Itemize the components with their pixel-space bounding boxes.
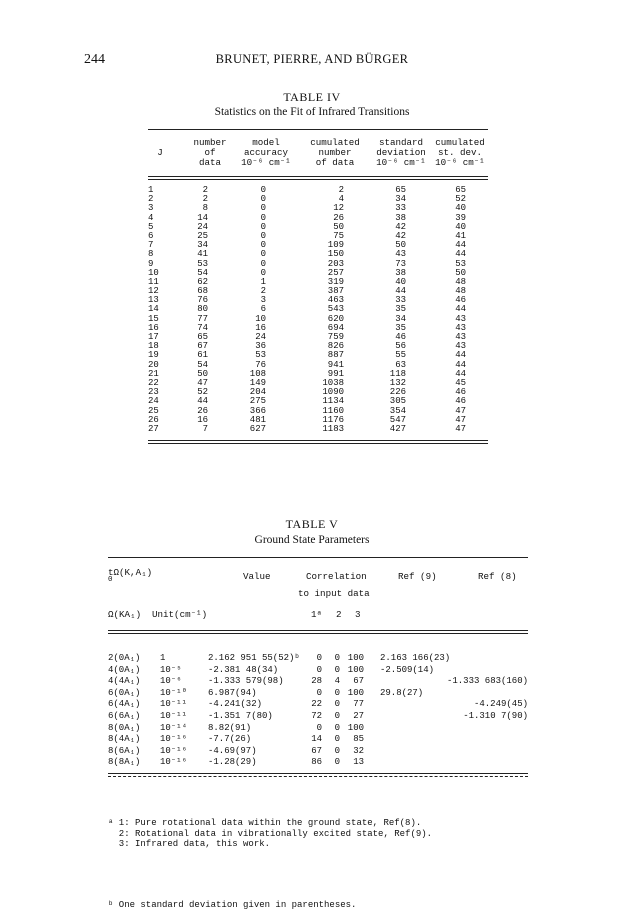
table4-cell: 8 <box>202 203 208 214</box>
table4-header-rule <box>148 176 488 177</box>
table5-cell-unit: 10⁻¹⁰ <box>160 687 188 698</box>
table4-cell: 48 <box>455 286 466 297</box>
table4-cell: 543 <box>327 304 344 315</box>
table4-cell: 1160 <box>322 405 344 416</box>
table4-header-rule-2 <box>148 179 488 180</box>
table4-cell: 10 <box>148 267 159 278</box>
table4-cell: 65 <box>455 185 466 195</box>
table4-cell: 1183 <box>322 423 344 434</box>
table5-cell-c3: 32 <box>353 745 364 756</box>
table5-row <box>108 676 528 688</box>
table5-cell-c3: 100 <box>347 722 364 733</box>
table4-bottom-rule <box>148 440 488 441</box>
table4-cell: 34 <box>197 240 208 251</box>
table5-header-rule-2 <box>108 633 528 634</box>
table5-body <box>108 653 528 769</box>
table4-cell: 26 <box>197 405 208 416</box>
table4-cell: 65 <box>395 185 406 195</box>
table5-footnote-a: ᵃ 1: Pure rotational data within the ground state, Ref(8). 2: Rotational data in vibrationally excited state, Ref(9). 3: Infrared data, this work. <box>108 818 433 849</box>
table4-cell: 63 <box>395 359 406 370</box>
table5-cell-param: 6(6A₁) <box>108 710 141 721</box>
table4-cell: 3 <box>260 295 266 306</box>
table5-row <box>108 711 528 723</box>
table4-cell: 620 <box>327 313 344 324</box>
table5-cell-c2: 0 <box>334 722 340 733</box>
table5-corr-col-1: 1ᵃ <box>311 609 323 620</box>
table4-cell: 44 <box>455 304 466 315</box>
table5-cell-ref8: -1.310 7(90) <box>463 710 528 721</box>
table4-cell: 18 <box>148 341 159 352</box>
table5-col-ref8: Ref (8) <box>478 571 517 582</box>
table5-footnotes <box>108 797 432 921</box>
table5-cell-c3: 67 <box>353 676 364 687</box>
table4-cell: 694 <box>327 322 344 333</box>
table4-header-cumulated: cumulated number of data <box>310 137 360 168</box>
running-head: BRUNET, PIERRE, AND BÜRGER <box>215 52 409 66</box>
table4-cell: 61 <box>197 350 208 361</box>
table5-col-value: Value <box>243 571 271 582</box>
table5-cell-value: -7.7(26) <box>208 734 252 745</box>
table4-cell: 42 <box>395 230 406 241</box>
table4-cell: 10 <box>255 313 266 324</box>
table5-cell-c1: 22 <box>311 699 322 710</box>
table4-cell: 0 <box>260 230 266 241</box>
table4-cell: 35 <box>395 322 406 333</box>
table4-cell: 44 <box>455 359 466 370</box>
table4-row <box>148 195 488 204</box>
table4-cell: 73 <box>395 258 406 269</box>
table4-cell: 33 <box>395 295 406 306</box>
table4-cell: 75 <box>333 230 344 241</box>
table4-cell: 24 <box>148 396 159 407</box>
table5-header-rule <box>108 630 528 631</box>
table4-cell: 65 <box>197 332 208 342</box>
table4-cell: 22 <box>148 377 159 388</box>
table5-cell-unit: 10⁻¹¹ <box>160 710 188 721</box>
table5-col-correlation: Correlation <box>306 571 367 582</box>
table5-caption: Ground State Parameters <box>254 534 370 546</box>
table5-corr-col-2: 2 <box>336 609 342 620</box>
table4-cell: 1176 <box>322 414 344 425</box>
table5-cell-param: 8(4A₁) <box>108 734 141 745</box>
table4-cell: 991 <box>327 368 344 379</box>
table5-col-param: Ω(KA₁) <box>108 609 142 620</box>
table4-header-number: number of data <box>193 137 227 168</box>
table5-cell-ref8: -4.249(45) <box>473 699 528 710</box>
table5-cell-c1: 0 <box>316 664 322 675</box>
table4-cell: 0 <box>260 212 266 223</box>
table4-cell: 26 <box>148 414 159 425</box>
table4-cell: 55 <box>395 350 406 361</box>
table5-cell-unit: 10⁻¹⁶ <box>160 745 188 756</box>
table5-cell-c1: 67 <box>311 745 322 756</box>
table5-cell-c3: 100 <box>347 664 364 675</box>
table4-cell: 16 <box>148 322 159 333</box>
table5-cell-c2: 0 <box>334 664 340 675</box>
table4-cell: 24 <box>255 332 266 342</box>
table5-cell-value: 6.987(94) <box>208 687 257 698</box>
table4-cell: 19 <box>148 350 159 361</box>
table5-label: TABLE V <box>285 517 339 531</box>
table5-cell-c1: 0 <box>316 722 322 733</box>
table5-row <box>108 653 528 665</box>
table5-col-correlation-sub: to input data <box>298 588 370 599</box>
table4-cell: 16 <box>197 414 208 425</box>
table4-cell: 759 <box>327 332 344 342</box>
table4-cell: 305 <box>389 396 406 407</box>
table4-label: TABLE IV <box>283 90 341 104</box>
table4-cell: 14 <box>148 304 159 315</box>
table5-cell-unit: 10⁻⁶ <box>160 676 182 687</box>
table4-cell: 5 <box>148 221 154 232</box>
table4-cell: 50 <box>395 240 406 251</box>
table4-cell: 0 <box>260 185 266 195</box>
table4-cell: 39 <box>455 212 466 223</box>
table4-cell: 6 <box>148 230 154 241</box>
table5-cell-ref9: 2.163 166(23) <box>380 653 451 663</box>
table4-cell: 43 <box>455 322 466 333</box>
table4-cell: 53 <box>255 350 266 361</box>
table5-cell-c3: 100 <box>347 687 364 698</box>
table4-cell: 23 <box>148 387 159 398</box>
table4-cell: 52 <box>197 387 208 398</box>
table4-cell: 48 <box>455 276 466 287</box>
table5-cell-c1: 14 <box>311 734 322 745</box>
table4-cell: 44 <box>455 350 466 361</box>
page-number: 244 <box>84 52 105 67</box>
table5-row <box>108 688 528 700</box>
table4-cell: 366 <box>249 405 266 416</box>
table5-cell-c1: 72 <box>311 710 322 721</box>
table5-cell-ref8: -1.333 683(160) <box>446 676 528 687</box>
table4-cell: 6 <box>260 304 266 315</box>
table4-cell: 826 <box>327 341 344 352</box>
table4-cell: 41 <box>197 249 208 260</box>
table5-cell-c2: 0 <box>334 757 340 768</box>
table5-col-unit: Unit(cm⁻¹) <box>152 609 208 620</box>
table4-cell: 52 <box>455 194 466 205</box>
table4-cell: 2 <box>202 185 208 195</box>
table4-cell: 319 <box>327 276 344 287</box>
table4-cell: 44 <box>197 396 208 407</box>
table4-cell: 34 <box>395 313 406 324</box>
table4-cell: 77 <box>197 313 208 324</box>
table4-cell: 2 <box>202 194 208 205</box>
table5-row <box>108 734 528 746</box>
table4-cell: 1038 <box>322 377 344 388</box>
table4-cell: 941 <box>327 359 344 370</box>
table5-bottom-rule-2 <box>108 776 528 777</box>
table4-caption: Statistics on the Fit of Infrared Transitions <box>214 106 410 118</box>
table5-cell-value: -1.333 579(98) <box>208 676 284 687</box>
table4-cell: 56 <box>395 341 406 352</box>
table4-cell: 118 <box>389 368 406 379</box>
table5-cell-param: 4(4A₁) <box>108 676 141 687</box>
table4-cell: 149 <box>249 377 266 388</box>
table5-bottom-rule <box>108 773 528 774</box>
table4-cell: 44 <box>455 249 466 260</box>
table4-cell: 275 <box>249 396 266 407</box>
table5-row <box>108 699 528 711</box>
table4-cell: 887 <box>327 350 344 361</box>
table5-cell-value: 8.82(91) <box>208 722 252 733</box>
table4-cell: 20 <box>148 359 159 370</box>
table4-cell: 41 <box>455 230 466 241</box>
table5-cell-value: -2.381 48(34) <box>208 664 279 675</box>
table4-cell: 43 <box>455 341 466 352</box>
table4-cell: 204 <box>249 387 266 398</box>
table5-cell-unit: 10⁻¹⁶ <box>160 757 188 768</box>
table5-cell-c2: 0 <box>334 745 340 756</box>
table4-cell: 203 <box>327 258 344 269</box>
table4-cell: 4 <box>148 212 154 223</box>
table5-cell-param: 6(0A₁) <box>108 687 141 698</box>
table4-cell: 54 <box>197 267 208 278</box>
table4-cell: 40 <box>455 203 466 214</box>
table5-cell-unit: 10⁻⁵ <box>160 664 182 675</box>
table4-cell: 47 <box>455 405 466 416</box>
table4-cell: 108 <box>249 368 266 379</box>
table4-cell: 43 <box>455 332 466 342</box>
table4-cell: 0 <box>260 203 266 214</box>
table4-cell: 2 <box>338 185 344 195</box>
table5-cell-unit: 1 <box>160 653 166 663</box>
table4-cell: 4 <box>338 194 344 205</box>
table4-cell: 47 <box>455 423 466 434</box>
table5-col-ref9: Ref (9) <box>398 571 437 582</box>
table5-cell-c2: 0 <box>334 687 340 698</box>
table4-row <box>148 416 488 425</box>
table5-cell-param: 8(0A₁) <box>108 722 141 733</box>
table5-cell-param: 4(0A₁) <box>108 664 141 675</box>
table4-cell: 11 <box>148 276 159 287</box>
table4-cell: 14 <box>197 212 208 223</box>
table4-cell: 33 <box>395 203 406 214</box>
table4-cell: 132 <box>389 377 406 388</box>
table4-cell: 1134 <box>322 396 344 407</box>
table5-row <box>108 746 528 758</box>
table5-cell-unit: 10⁻¹⁶ <box>160 734 188 745</box>
table5-cell-param: 6(4A₁) <box>108 699 141 710</box>
table5-top-rule <box>108 557 528 558</box>
table4-cell: 17 <box>148 332 159 342</box>
table4-cell: 38 <box>395 267 406 278</box>
table4-cell: 34 <box>395 194 406 205</box>
table5-cell-ref9: 29.8(27) <box>380 687 424 698</box>
table4-cell: 44 <box>395 286 406 297</box>
table4-cell: 47 <box>455 414 466 425</box>
table4-cell: 226 <box>389 387 406 398</box>
table4-cell: 68 <box>197 286 208 297</box>
table5-cell-c2: 0 <box>334 699 340 710</box>
table4-cell: 46 <box>455 387 466 398</box>
table4-cell: 40 <box>455 221 466 232</box>
table5-cell-param: 8(6A₁) <box>108 745 141 756</box>
table4-header-cum-stddev: cumulated st. dev. 10⁻⁶ cm⁻¹ <box>435 137 485 168</box>
table4-row <box>148 425 488 434</box>
table4-cell: 76 <box>197 295 208 306</box>
table4-cell: 53 <box>197 258 208 269</box>
table5-cell-c3: 77 <box>353 699 364 710</box>
table4-cell: 46 <box>455 295 466 306</box>
table4-cell: 76 <box>255 359 266 370</box>
table4-bottom-rule-2 <box>148 443 488 444</box>
table4-cell: 427 <box>389 423 406 434</box>
table4-cell: 354 <box>389 405 406 416</box>
table4-cell: 547 <box>389 414 406 425</box>
table5-cell-unit: 10⁻¹⁴ <box>160 722 188 733</box>
table5-cell-c3: 85 <box>353 734 364 745</box>
table5-cell-unit: 10⁻¹¹ <box>160 699 188 710</box>
table4-cell: 53 <box>455 258 466 269</box>
table5-cell-c3: 100 <box>347 653 364 663</box>
table4-cell: 24 <box>197 221 208 232</box>
table4-cell: 7 <box>148 240 154 251</box>
table5-cell-c2: 4 <box>334 676 340 687</box>
table5-cell-c1: 86 <box>311 757 322 768</box>
table4-cell: 45 <box>455 377 466 388</box>
table4-top-rule <box>148 129 488 130</box>
table4-cell: 21 <box>148 368 159 379</box>
table4-cell: 9 <box>148 258 154 269</box>
table4-cell: 2 <box>260 286 266 297</box>
table4-cell: 46 <box>395 332 406 342</box>
table4-cell: 25 <box>148 405 159 416</box>
table4-cell: 50 <box>197 368 208 379</box>
table4-cell: 257 <box>327 267 344 278</box>
table4-cell: 25 <box>197 230 208 241</box>
table4-cell: 40 <box>395 276 406 287</box>
table4-cell: 150 <box>327 249 344 260</box>
table4-cell: 12 <box>148 286 159 297</box>
table5-head-symbol-sub: 0 <box>108 576 113 584</box>
table5-cell-c1: 0 <box>316 653 322 663</box>
table5-cell-value: 2.162 951 55(52)ᵇ <box>208 653 300 663</box>
table4-cell: 46 <box>455 396 466 407</box>
table4-cell: 0 <box>260 240 266 251</box>
table4-cell: 1090 <box>322 387 344 398</box>
table4-cell: 463 <box>327 295 344 306</box>
table4-cell: 47 <box>197 377 208 388</box>
table4-cell: 54 <box>197 359 208 370</box>
table4-cell: 15 <box>148 313 159 324</box>
table4-cell: 2 <box>148 194 154 205</box>
table5-row <box>108 757 528 769</box>
table4-cell: 0 <box>260 221 266 232</box>
table4-cell: 44 <box>455 240 466 251</box>
table5-cell-c2: 0 <box>334 653 340 663</box>
table4-cell: 26 <box>333 212 344 223</box>
table5-cell-value: -1.28(29) <box>208 757 257 768</box>
table5-head-symbol: tΩ(K,A₁) <box>108 567 153 578</box>
table4-cell: 13 <box>148 295 159 306</box>
table4-cell: 0 <box>260 249 266 260</box>
table5-corr-col-3: 3 <box>355 609 361 620</box>
table4-header-stddev: standard deviation 10⁻⁶ cm⁻¹ <box>376 137 426 168</box>
table4-cell: 1 <box>148 185 154 195</box>
table5-cell-c3: 27 <box>353 710 364 721</box>
table4-cell: 109 <box>327 240 344 251</box>
table5-footnote-b: ᵇ One standard deviation given in parentheses. <box>108 899 357 910</box>
table5-cell-c2: 0 <box>334 734 340 745</box>
table4-cell: 387 <box>327 286 344 297</box>
table4-cell: 0 <box>260 258 266 269</box>
table4-cell: 16 <box>255 322 266 333</box>
table5-cell-param: 2(0A₁) <box>108 653 141 663</box>
table5-cell-param: 8(8A₁) <box>108 757 141 768</box>
table5-cell-c3: 13 <box>353 757 364 768</box>
table5-cell-c1: 0 <box>316 687 322 698</box>
table5-cell-value: -1.351 7(80) <box>208 710 273 721</box>
table4-cell: 74 <box>197 322 208 333</box>
table5-cell-value: -4.241(32) <box>208 699 263 710</box>
table4-cell: 627 <box>249 423 266 434</box>
table4-cell: 43 <box>455 313 466 324</box>
table5-cell-ref9: -2.509(14) <box>380 664 435 675</box>
table4-cell: 44 <box>455 368 466 379</box>
table4-header-model: model accuracy 10⁻⁶ cm⁻¹ <box>241 137 291 168</box>
table4-cell: 12 <box>333 203 344 214</box>
table4-cell: 35 <box>395 304 406 315</box>
table4-cell: 0 <box>260 267 266 278</box>
table4-body <box>148 186 488 434</box>
table4-cell: 50 <box>333 221 344 232</box>
table4-cell: 7 <box>202 423 208 434</box>
table4-cell: 1 <box>260 276 266 287</box>
table4-cell: 8 <box>148 249 154 260</box>
table4-cell: 80 <box>197 304 208 315</box>
table4-cell: 36 <box>255 341 266 352</box>
table5-cell-c1: 28 <box>311 676 322 687</box>
table4-cell: 3 <box>148 203 154 214</box>
table5-row <box>108 723 528 735</box>
table4-cell: 43 <box>395 249 406 260</box>
table4-cell: 42 <box>395 221 406 232</box>
table5-row <box>108 665 528 677</box>
table4-cell: 62 <box>197 276 208 287</box>
table4-cell: 38 <box>395 212 406 223</box>
table4-header-j: J <box>157 146 163 158</box>
table5-cell-c2: 0 <box>334 710 340 721</box>
table4-cell: 27 <box>148 423 159 434</box>
table4-row <box>148 186 488 195</box>
table4-cell: 481 <box>249 414 266 425</box>
table4-cell: 67 <box>197 341 208 352</box>
table5-cell-value: -4.69(97) <box>208 745 257 756</box>
table4-cell: 0 <box>260 194 266 205</box>
table4-cell: 50 <box>455 267 466 278</box>
